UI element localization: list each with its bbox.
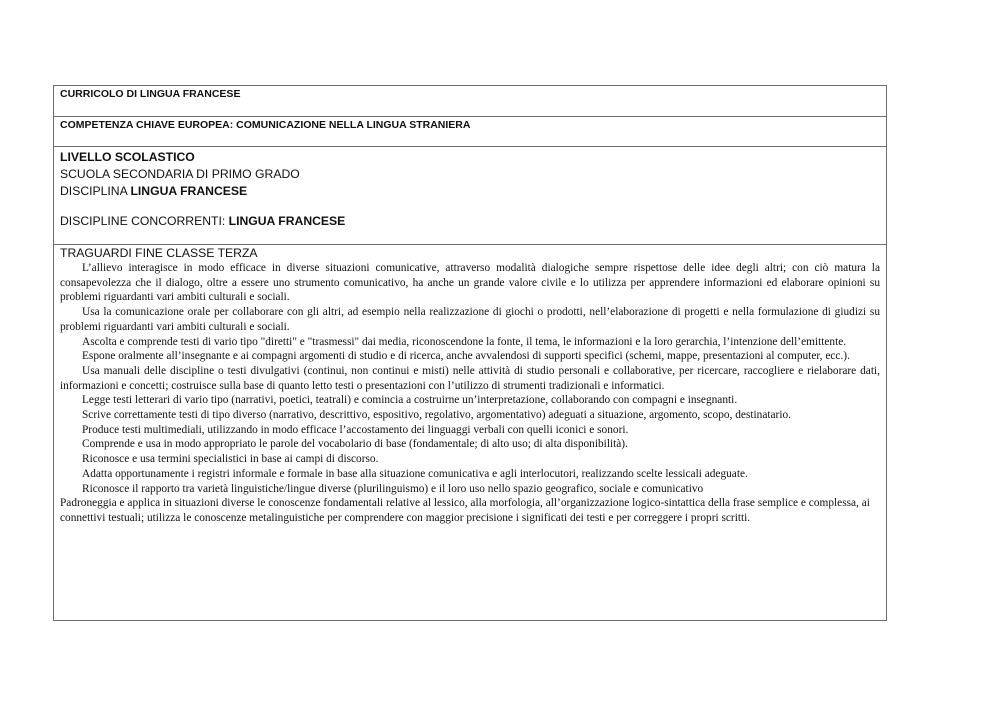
- concurrent-value: LINGUA FRANCESE: [228, 214, 346, 228]
- goal-paragraph: Ascolta e comprende testi di vario tipo "diretti" e "trasmessi" dai media, riconoscendone la fonte, il tema, le informazioni e la loro gerarchia, l’intenzione dell’emittente.: [82, 335, 847, 348]
- goal-paragraph: Usa manuali delle discipline o testi divulgativi (continui, non continui e misti) nelle attività di studio personali e collaborative, per ricercare, raccogliere e rielaborare dati, informazioni e concetti; costruisce sulla base di quanto letto testi o presentazioni con l’utilizzo di strumenti tradizionali e informatici.: [60, 364, 880, 392]
- goal-paragraph: Legge testi letterari di vario tipo (narrativi, poetici, teatrali) e comincia a costruirne un’interpretazione, collaborando con compagni e insegnanti.: [82, 394, 738, 407]
- goal-paragraph: Riconosce e usa termini specialistici in base ai campi di discorso.: [82, 453, 379, 466]
- goal-paragraph: Comprende e usa in modo appropriato le parole del vocabolario di base (fondamentale; di alto uso; di alta disponibilità).: [82, 438, 628, 451]
- school-level-row: [54, 147, 886, 245]
- goals-list: [60, 261, 880, 526]
- concurrent-label: DISCIPLINE CONCORRENTI:: [60, 214, 229, 228]
- goals-heading: TRAGUARDI FINE CLASSE TERZA: [60, 246, 258, 260]
- curriculum-table: [53, 85, 887, 621]
- goal-paragraph: Riconosce il rapporto tra varietà linguistiche/lingue diverse (plurilinguismo) e il loro uso nello spazio geografico, sociale e comunicativo: [82, 482, 704, 495]
- goal-paragraph: Adatta opportunamente i registri informale e formale in base alla situazione comunicativa e agli interlocutori, realizzando scelte lessicali adeguate.: [82, 467, 748, 480]
- discipline-value: LINGUA FRANCESE: [130, 184, 248, 198]
- table-title-row: [54, 86, 886, 117]
- level-heading: LIVELLO SCOLASTICO: [60, 150, 195, 164]
- discipline-label: DISCIPLINA: [60, 184, 131, 198]
- key-competence: COMPETENZA CHIAVE EUROPEA: COMUNICAZIONE NELLA LINGUA STRANIERA: [60, 119, 471, 131]
- goal-paragraph: Usa la comunicazione orale per collaborare con gli altri, ad esempio nella realizzazione di giochi o prodotti, nell’elaborazione di progetti e nella formulazione di giudizi su problemi riguardanti vari ambiti culturali e sociali.: [60, 306, 880, 333]
- goal-paragraph: Produce testi multimediali, utilizzando in modo efficace l’accostamento dei linguaggi verbali con quelli iconici e sonori.: [82, 423, 629, 436]
- curriculum-title: CURRICOLO DI LINGUA FRANCESE: [60, 88, 241, 100]
- goals-row: [54, 245, 886, 526]
- goal-paragraph: Scrive correttamente testi di tipo diverso (narrativo, descrittivo, espositivo, regolativo, argomentativo) adeguati a situazione, argomento, scopo, destinatario.: [82, 409, 791, 422]
- goal-paragraph: Espone oralmente all’insegnante e ai compagni argomenti di studio e di ricerca, anche avvalendosi di supporti specifici (schemi, mappe, presentazioni al computer, ecc.).: [82, 350, 850, 363]
- discipline-line: [60, 183, 880, 200]
- goal-paragraph: L’allievo interagisce in modo efficace in diverse situazioni comunicative, attraverso modalità dialogiche sempre rispettose delle idee degli altri; con ciò matura la consapevolezza che il dialogo, oltre a essere uno strumento comunicativo, ha anche un grande valore civile e lo utilizza per apprendere informazioni ed elaborare opinioni su problemi riguardanti vari ambiti culturali e sociali.: [60, 262, 880, 304]
- competence-row: [54, 117, 886, 147]
- concurrent-disciplines-line: [60, 213, 880, 230]
- school-type: SCUOLA SECONDARIA DI PRIMO GRADO: [60, 167, 300, 181]
- goal-final-paragraph: Padroneggia e applica in situazioni diverse le conoscenze fondamentali relative al lessico, alla morfologia, all’organizzazione logico-sintattica della frase semplice e complessa, ai connettivi testuali; utilizza le conoscenze metalinguistiche per comprendere con maggior precisione i significati dei testi e per correggere i propri scritti.: [60, 497, 870, 524]
